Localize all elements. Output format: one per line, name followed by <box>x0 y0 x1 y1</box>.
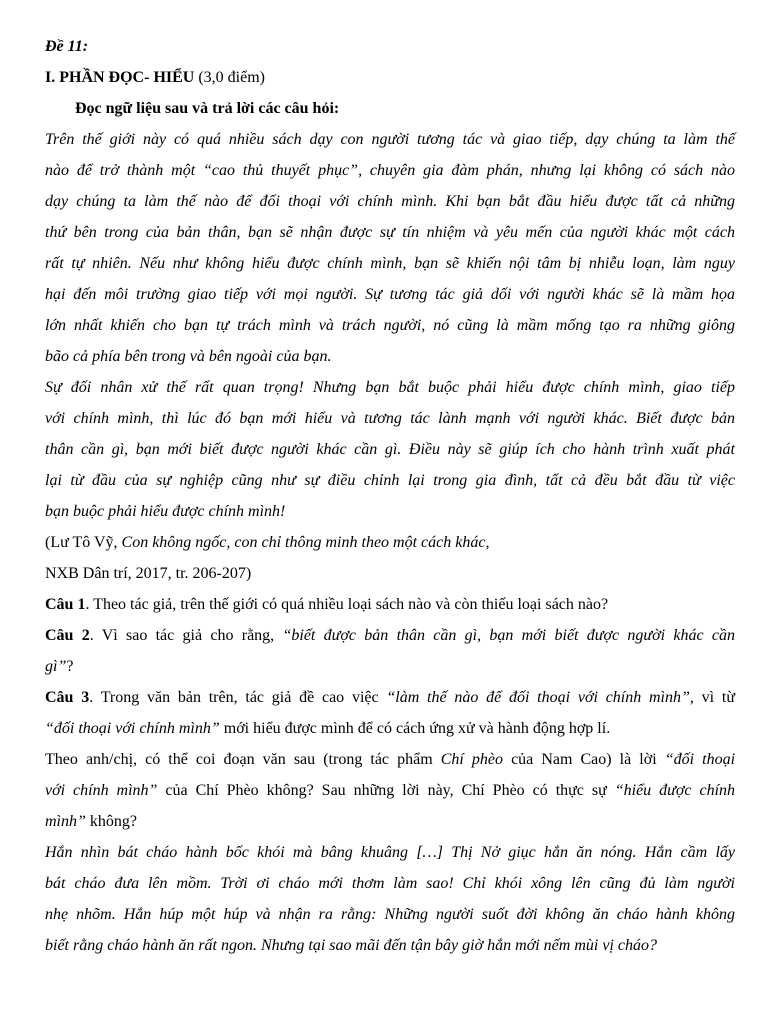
passage-line: Sự đối nhân xử thế rất quan trọng! Nhưng bạn bắt buộc phải hiểu được chính mình, giao tiếp <box>45 379 735 396</box>
passage-line: lớn nhất khiến cho bạn tự trách mình và trách người, nó cũng là mầm mống tạo ra những giông <box>45 317 735 334</box>
document-page <box>45 36 735 966</box>
instruction: Đọc ngữ liệu sau và trả lời các câu hỏi: <box>75 100 340 117</box>
question-text: . Trong văn bản trên, tác giả đề cao việc <box>89 689 387 706</box>
question-1 <box>45 594 735 625</box>
question-2-cont <box>45 656 735 687</box>
question-2 <box>45 625 735 656</box>
question-3-part-2 <box>45 749 735 780</box>
question-label: Câu 1 <box>45 596 86 613</box>
question-quote: “hiểu được chính <box>614 782 736 799</box>
excerpt-line: biết rằng cháo hành ăn rất ngon. Nhưng tại sao mãi đến tận bây giờ hắn mới nếm mùi vị cháo? <box>45 937 657 954</box>
question-quote: “biết được bản thân cần gì, bạn mới biết được người khác cần <box>282 627 735 644</box>
source-publisher: NXB Dân trí, 2017, tr. 206-207) <box>45 565 252 582</box>
excerpt <box>45 842 735 966</box>
passage-line: bão cả phía bên trong và bên ngoài của bạn. <box>45 348 332 365</box>
passage-paragraph-1 <box>45 129 735 377</box>
question-3-part-2-end <box>45 811 735 842</box>
question-quote: “đối thoại <box>664 751 736 768</box>
work-title: Chí phèo <box>440 751 504 768</box>
passage-line: với chính mình, thì lúc đó bạn mới hiểu và tương tác lành mạnh với người khác. Biết được bản <box>45 410 735 427</box>
question-quote: với chính mình” <box>45 782 158 799</box>
question-3-part-2-cont <box>45 780 735 811</box>
passage-line: bạn buộc phải hiểu được chính mình! <box>45 503 286 520</box>
question-quote: gì” <box>45 658 67 675</box>
passage-line: lại từ đầu của sự nghiệp cũng như sự điều chỉnh lại trong gia đình, tất cả đều bắt đầu từ việc <box>45 472 735 489</box>
excerpt-line: Hắn nhìn bát cháo hành bốc khói mà bâng khuâng […] Thị Nở giục hắn ăn nóng. Hắn cầm lấy <box>45 844 735 861</box>
passage-line: rất tự nhiên. Nếu như không hiểu được chính mình, bạn sẽ khiến nội tâm bị nhiễu loạn, làm nguy <box>45 255 735 272</box>
source-comma: , <box>485 534 490 551</box>
question-label: Câu 2 <box>45 627 90 644</box>
question-3-cont <box>45 718 735 749</box>
section-points: (3,0 điểm) <box>194 69 265 86</box>
question-text: không? <box>85 813 138 830</box>
excerpt-line: nhẹ nhõm. Hắn húp một húp và nhận ra rằng: Những người suốt đời không ăn cháo hành không <box>45 906 735 923</box>
passage-line: thân cần gì, bạn mới biết được người khác cần gì. Điều này sẽ giúp ích cho hành trình xuất phát <box>45 441 735 458</box>
question-quote: “làm thế nào để đối thoại với chính mình”, <box>386 689 694 706</box>
question-text: vì từ <box>693 689 735 706</box>
exam-title: Đề 11: <box>45 38 89 55</box>
source-citation <box>45 532 735 563</box>
passage-line: hại đến môi trường giao tiếp với mọi người. Sự tương tác giả dối với người khác sẽ là mầm họa <box>45 286 735 303</box>
source-book-title: Con không ngốc, con chỉ thông minh theo một cách khác <box>121 534 486 551</box>
source-author: (Lư Tô Vỹ, <box>45 534 122 551</box>
question-text: ? <box>66 658 74 675</box>
passage-line: thứ bên trong của bản thân, bạn sẽ nhận được sự tín nhiệm và yêu mến của người khác một cách <box>45 224 735 241</box>
question-text: mới hiểu được mình để có cách ứng xử và hành động hợp lí. <box>219 720 611 737</box>
question-text: của Nam Cao) là lời <box>503 751 665 768</box>
question-text: của Chí Phèo không? Sau những lời này, Chí Phèo có thực sự <box>157 782 615 799</box>
passage-line: dạy chúng ta làm thế nào để đối thoại với chính mình. Khi bạn bắt đầu hiểu được tất cả những <box>45 193 735 210</box>
passage-line: nào để trở thành một “cao thủ thuyết phục”, chuyên gia đàm phán, nhưng lại không có sách nào <box>45 162 735 179</box>
question-quote: “đối thoại với chính mình” <box>45 720 220 737</box>
section-heading-text: I. PHẦN ĐỌC- HIỂU <box>45 69 195 86</box>
question-label: Câu 3 <box>45 689 90 706</box>
question-text: . Vì sao tác giả cho rằng, <box>89 627 283 644</box>
question-3 <box>45 687 735 718</box>
passage-line: Trên thế giới này có quá nhiều sách dạy con người tương tác và giao tiếp, dạy chúng ta làm thế <box>45 131 735 148</box>
excerpt-line: bát cháo đưa lên mồm. Trời ơi cháo mới thơm làm sao! Chỉ khói xông lên cũng đủ làm người <box>45 875 735 892</box>
question-text: Theo anh/chị, có thể coi đoạn văn sau (trong tác phẩm <box>45 751 441 768</box>
passage-paragraph-2 <box>45 377 735 532</box>
question-text: . Theo tác giả, trên thế giới có quá nhiều loại sách nào và còn thiếu loại sách nào? <box>85 596 609 613</box>
section-heading <box>45 67 735 98</box>
question-quote: mình” <box>45 813 86 830</box>
